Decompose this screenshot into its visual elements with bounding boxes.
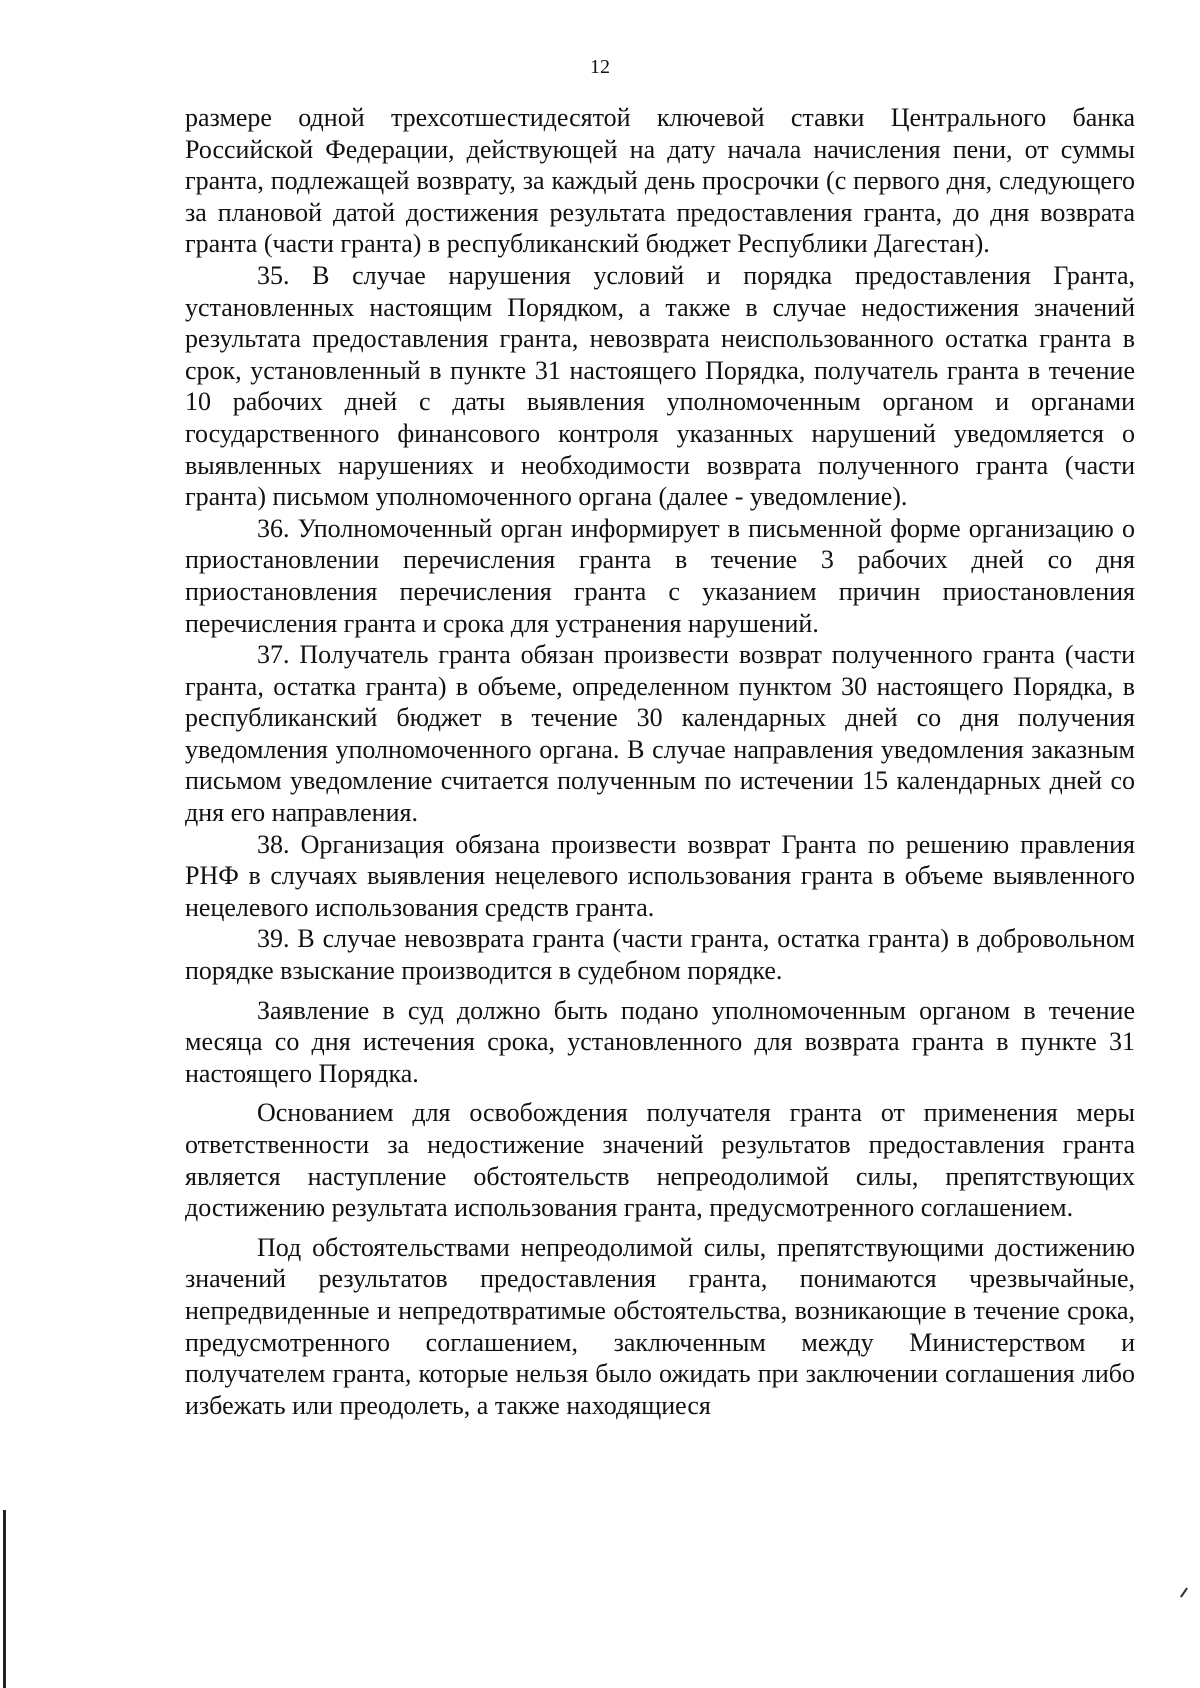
paragraph-exemption-basis: Основанием для освобождения получателя гранта от применения меры ответственности за недостижение значений результатов предоставления гранта является наступление обстоятельств непреодолимой силы, препятствующих достижению результата использования гранта, предусмотренного соглашением. [185, 1098, 1135, 1223]
scan-margin-line [3, 1510, 6, 1688]
paragraph-35: 35. В случае нарушения условий и порядка предоставления Гранта, установленных настоящим Порядком, а также в случае недостижения значений результата предоставления гранта, невозврата неиспользованного остатка гранта в срок, установленный в пункте 31 настоящего Порядка, получатель гранта в течение 10 рабочих дней с даты выявления уполномоченным органом и органами государственного финансового контроля указанных нарушений уведомляется о выявленных нарушениях и необходимости возврата полученного гранта (части гранта) письмом уполномоченного органа (далее - уведомление). [185, 260, 1135, 512]
paragraph-38: 38. Организация обязана произвести возврат Гранта по решению правления РНФ в случаях выявления нецелевого использования гранта в объеме выявленного нецелевого использования средств гранта. [185, 829, 1135, 922]
paragraph-37: 37. Получатель гранта обязан произвести возврат полученного гранта (части гранта, остатка гранта) в объеме, определенном пунктом 30 настоящего Порядка, в республиканский бюджет в течение 30 календарных дней со дня получения уведомления уполномоченного органа. В случае направления уведомления заказным письмом уведомление считается полученным по истечении 15 календарных дней со дня его направления. [185, 640, 1135, 828]
paragraph-continuation: размере одной трехсотшестидесятой ключевой ставки Центрального банка Российской Федерации, действующей на дату начала начисления пени, от суммы гранта, подлежащей возврату, за каждый день просрочки (с первого дня, следующего за плановой датой достижения результата предоставления гранта, до дня возврата гранта (части гранта) в республиканский бюджет Республики Дагестан). [185, 103, 1135, 259]
paragraph-36: 36. Уполномоченный орган информирует в письменной форме организацию о приостановлении перечисления гранта в течение 3 рабочих дней со дня приостановления перечисления гранта с указанием причин приостановления перечисления гранта и срока для устранения нарушений. [185, 513, 1135, 638]
paragraph-39: 39. В случае невозврата гранта (части гранта, остатка гранта) в добровольном порядке взыскание производится в судебном порядке. [185, 924, 1135, 986]
paragraph-court-claim: Заявление в суд должно быть подано уполномоченным органом в течение месяца со дня истечения срока, установленного для возврата гранта в пункте 31 настоящего Порядка. [185, 995, 1135, 1088]
document-body [185, 102, 1135, 1421]
page-number: 12 [590, 56, 610, 78]
paragraph-force-majeure: Под обстоятельствами непреодолимой силы, препятствующими достижению значений результатов предоставления гранта, понимаются чрезвычайные, непредвиденные и непредотвратимые обстоятельства, возникающие в течение срока, предусмотренного соглашением, заключенным между Министерством и получателем гранта, которые нельзя было ожидать при заключении соглашения либо избежать или преодолеть, а также находящиеся [185, 1232, 1135, 1420]
scan-mark [1180, 1587, 1188, 1597]
